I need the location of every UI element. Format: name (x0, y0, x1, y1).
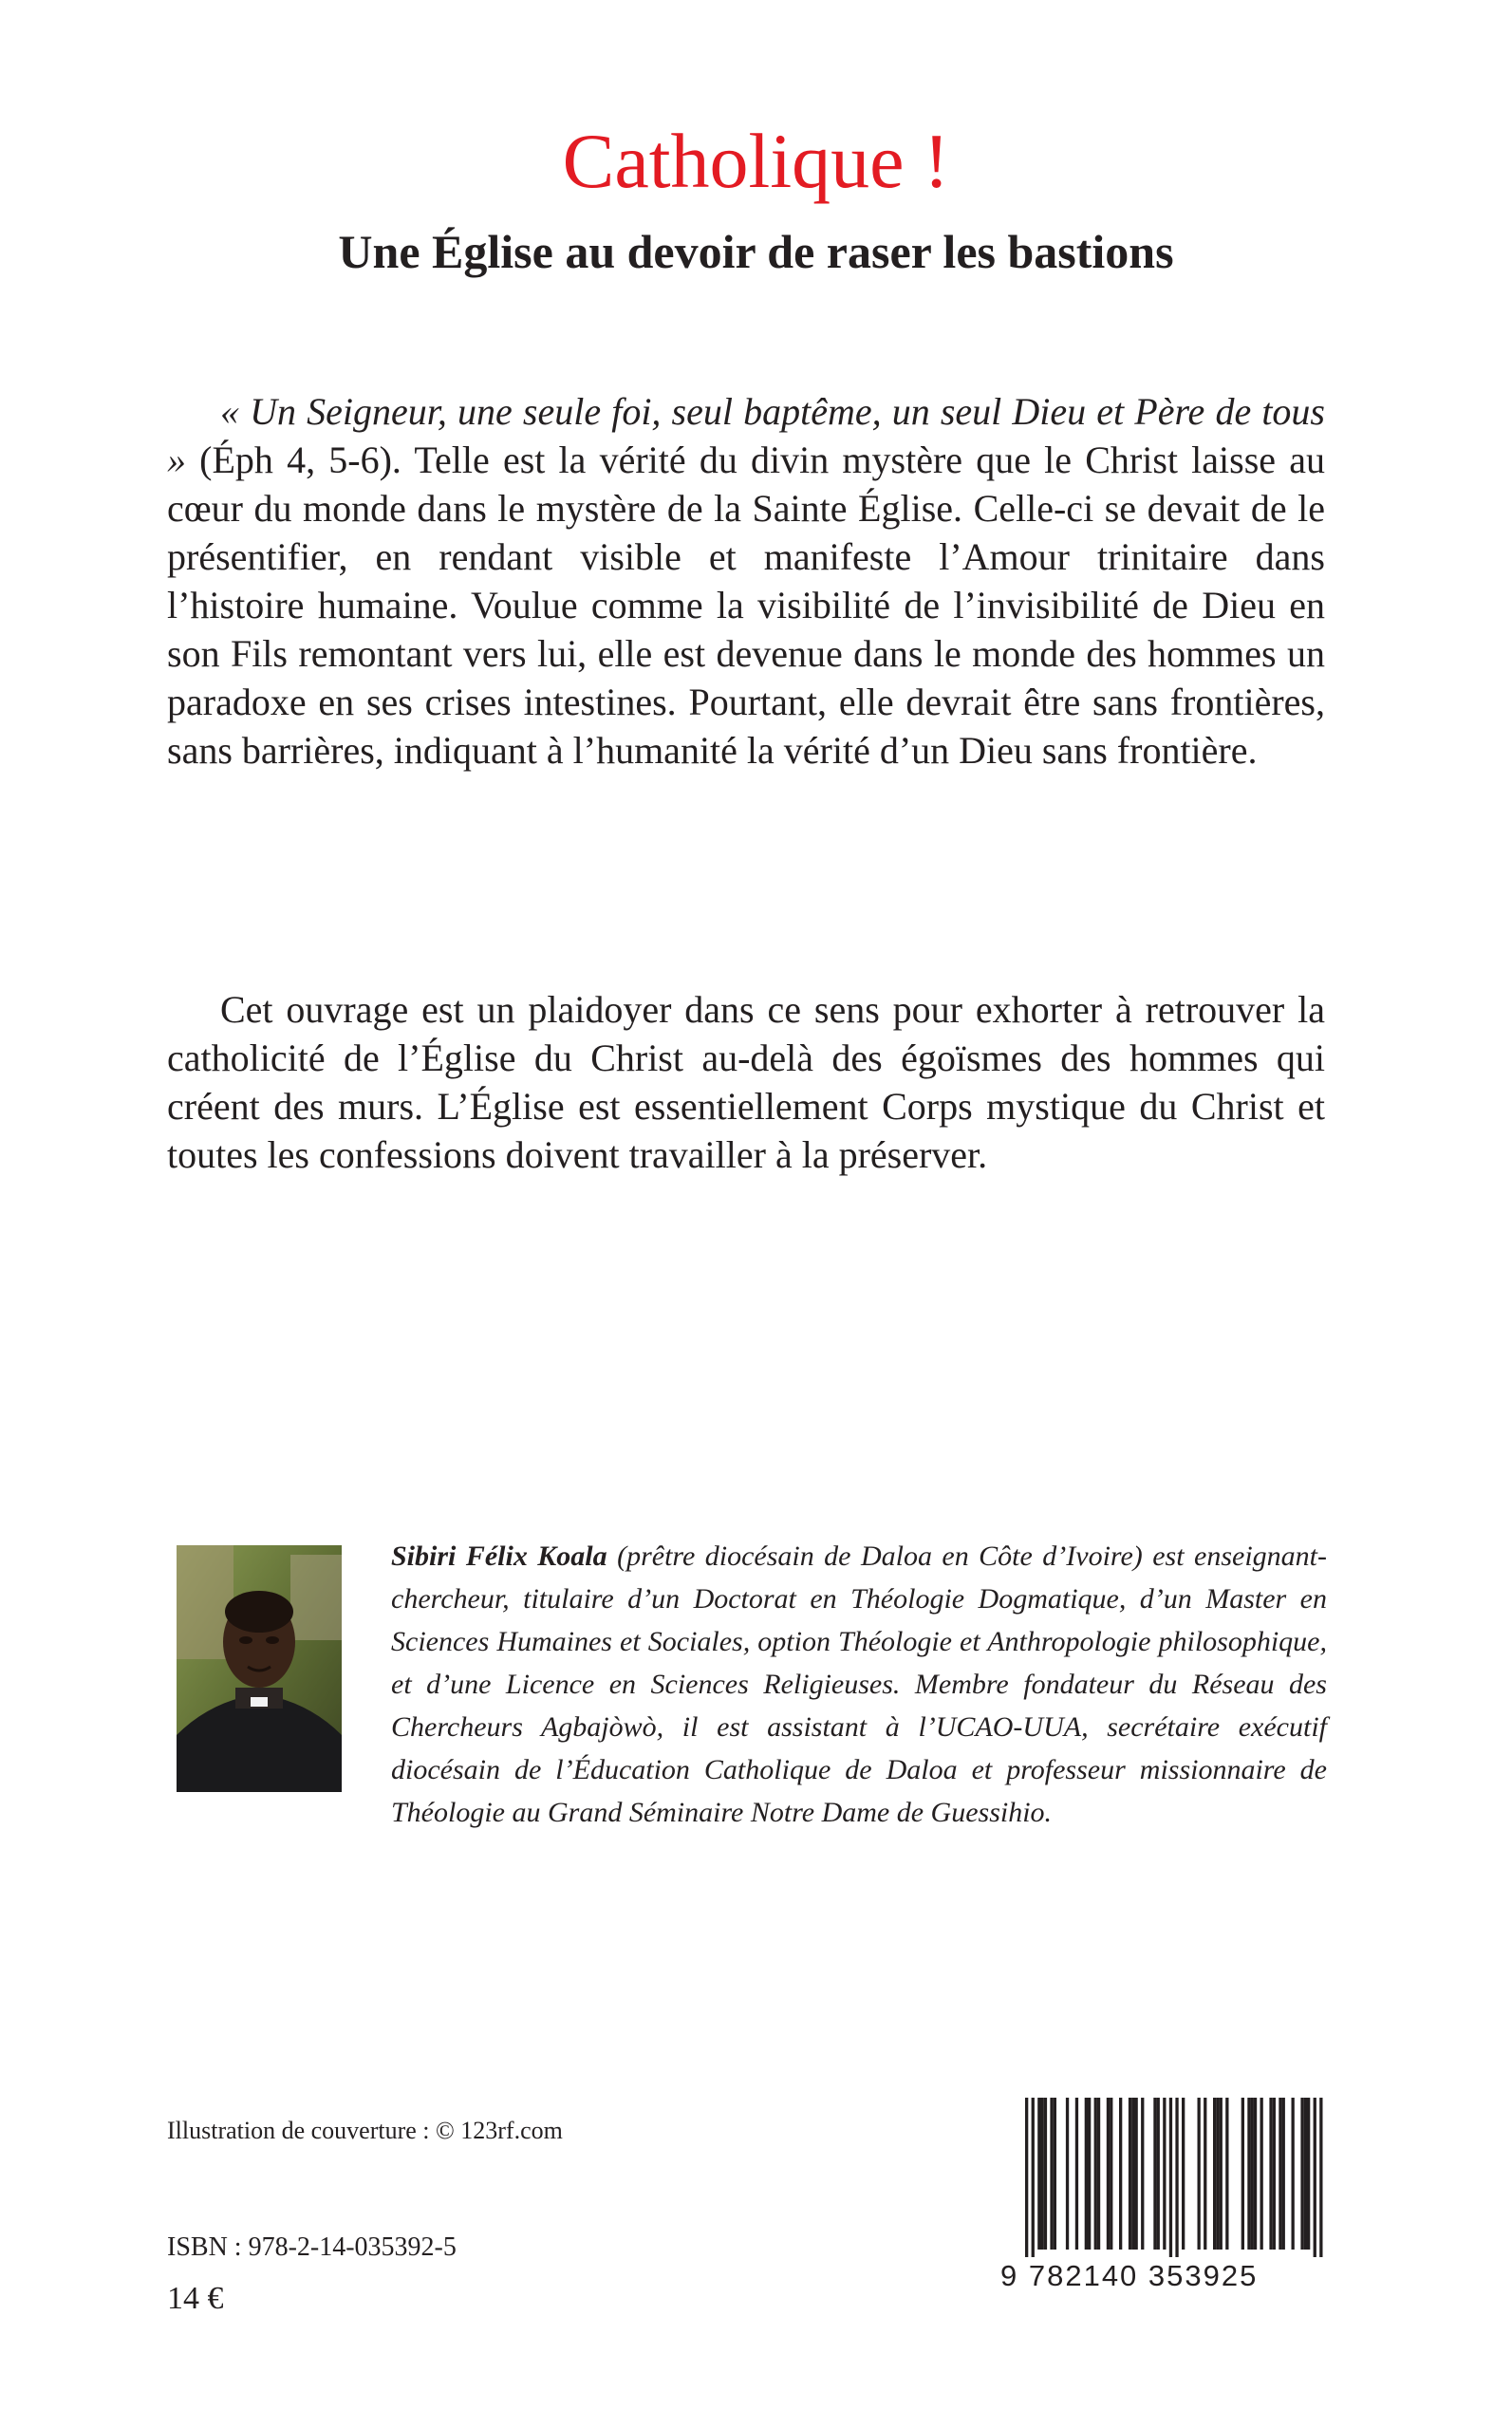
barcode-bar (1269, 2098, 1272, 2250)
barcode-bar (1085, 2098, 1088, 2250)
barcode-bar (1169, 2098, 1172, 2259)
barcode-bar (1304, 2098, 1307, 2250)
barcode-bar (1107, 2098, 1110, 2250)
author-biography (167, 1535, 1327, 1834)
summary-text-2: Cet ouvrage est un plaidoyer dans ce sens pour exhorter à retrouver la catholicité de l’Église du Christ au-delà des égoïsmes des hommes qui créent des murs. L’Église est essentiellement Corps mystique du Christ et toutes les confessions doivent travailler à la préserver. (167, 988, 1325, 1176)
barcode-bar (1319, 2098, 1322, 2259)
barcode-bar (1175, 2098, 1178, 2259)
barcode-bar (1110, 2098, 1112, 2250)
barcode-bar (1292, 2098, 1295, 2250)
barcode-bar (1260, 2098, 1263, 2250)
summary-text-1: (Éph 4, 5-6). Telle est la vérité du divin mystère que le Christ laisse au cœur du monde dans le mystère de la Sainte Église. Celle-ci se devait de le présentifier, en rendant visible et manifeste l’Amour trinitaire dans l’histoire humaine. Voulue comme la visibilité de l’invisibilité de Dieu en son Fils remontant vers lui, elle est devenue dans le monde des hommes un paradoxe en ses crises intestines. Pourtant, elle devrait être sans frontières, sans barrières, indiquant à l’humanité la vérité d’un Dieu sans frontière. (167, 439, 1325, 772)
barcode-bar (1032, 2098, 1035, 2259)
barcode-bar (1282, 2098, 1285, 2250)
barcode-bar (1251, 2098, 1254, 2250)
barcode-bar (1131, 2098, 1134, 2250)
barcode-bar (1025, 2098, 1028, 2259)
barcode-bar (1163, 2098, 1166, 2250)
summary-paragraph-1 (167, 387, 1325, 775)
barcode-bar (1216, 2098, 1219, 2250)
barcode-bar (1066, 2098, 1069, 2250)
barcode-bar (1037, 2098, 1040, 2250)
book-title: Catholique ! (562, 118, 950, 204)
barcode-bar (1094, 2098, 1097, 2250)
book-subtitle: Une Église au devoir de raser les bastions (338, 225, 1174, 278)
barcode-bar (1307, 2098, 1310, 2250)
barcode-bar (1097, 2098, 1100, 2250)
barcode-bar (1088, 2098, 1091, 2250)
barcode-bar (1135, 2098, 1138, 2250)
barcode-digits: 9 782140 353925 (1000, 2257, 1327, 2295)
barcode-bar (1279, 2098, 1281, 2250)
barcode-bar (1220, 2098, 1223, 2250)
barcode-bar (1182, 2098, 1185, 2250)
barcode-bar (1119, 2098, 1122, 2250)
cover-illustration-credit: Illustration de couverture : © 123rf.com (167, 2117, 563, 2144)
barcode-bar (1075, 2098, 1078, 2250)
barcode-bar (1247, 2098, 1250, 2250)
barcode-bar (1198, 2098, 1201, 2250)
barcode-bar (1054, 2098, 1056, 2250)
barcode-bar (1041, 2098, 1044, 2250)
author-bio-text: (prêtre diocésain de Daloa en Côte d’Ivoire) est enseignant-chercheur, titulaire d’un Doctorat en Théologie Dogmatique, d’un Master en Sciences Humaines et Sociales, option Théologie et Anthropologie philosophique, et d’une Licence en Sciences Religieuses. Membre fondateur du Réseau des Chercheurs Agbajòwò, il est assistant à l’UCAO-UUA, secrétaire exécutif diocésain de l’Éducation Catholique de Daloa et professeur missionnaire de Théologie au Grand Séminaire Notre Dame de Guessihio. (391, 1541, 1327, 1828)
summary-paragraph-2 (167, 985, 1325, 1179)
barcode-bar (1129, 2098, 1131, 2250)
barcode-bar (1141, 2098, 1144, 2250)
barcode-bar (1225, 2098, 1228, 2250)
scripture-quote: « Un Seigneur, une seule foi, seul baptême, un seul Dieu et Père de tous » (167, 390, 1325, 481)
barcode-bar (1241, 2098, 1244, 2250)
barcode-bar (1273, 2098, 1276, 2250)
barcode-bar (1157, 2098, 1160, 2250)
barcode-bar (1254, 2098, 1257, 2250)
barcode-bar (1204, 2098, 1206, 2250)
isbn: ISBN : 978-2-14-035392-5 (167, 2232, 457, 2262)
author-name: Sibiri Félix Koala (391, 1541, 607, 1572)
barcode-bar (1300, 2098, 1303, 2250)
barcode-bar (1044, 2098, 1047, 2250)
barcode-bar (1153, 2098, 1156, 2250)
barcode-bar (1050, 2098, 1053, 2250)
barcode-bar (1213, 2098, 1216, 2250)
price: 14 € (167, 2281, 224, 2316)
barcode-bar (1314, 2098, 1316, 2259)
